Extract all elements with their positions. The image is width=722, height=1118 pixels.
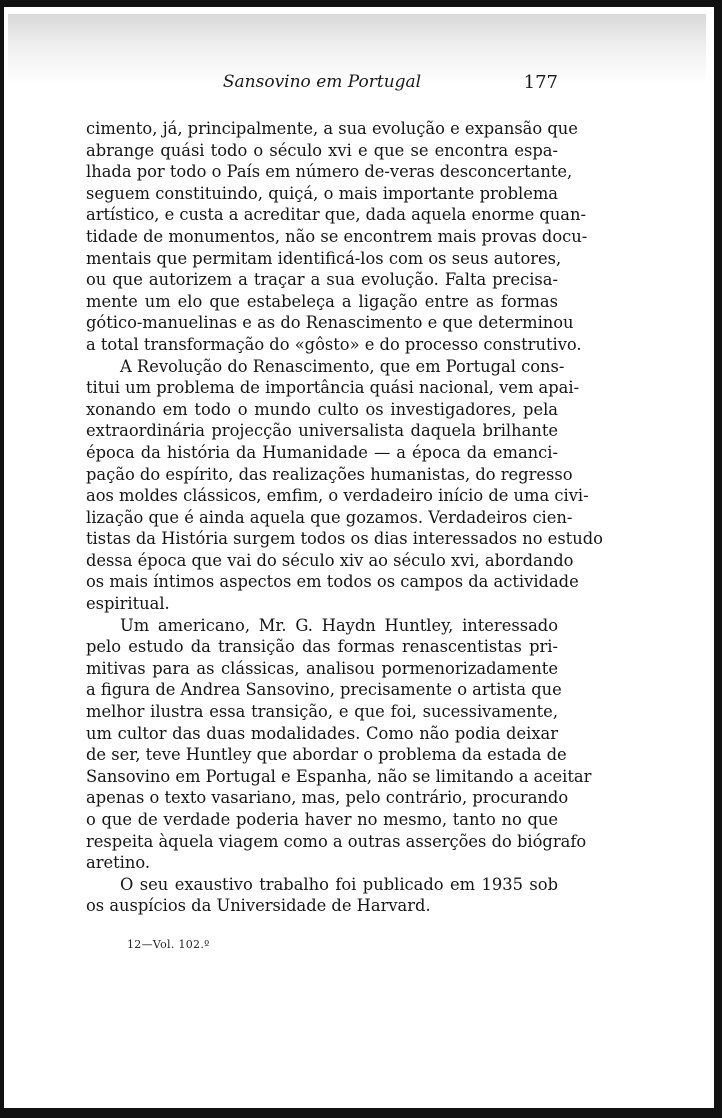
text-line: mentais que permitam identificá-los com os seus autores, <box>86 248 562 268</box>
text-line: época da história da Humanidade — a época da emanci- <box>86 442 558 462</box>
text-line: tistas da História surgem todos os dias interessados no estudo <box>86 529 603 549</box>
text-line: ou que autorizem a traçar a sua evolução. Falta precisa- <box>86 270 558 290</box>
text-line: um cultor das duas modalidades. Como não podia deixar <box>86 723 558 743</box>
text-line: aretino. <box>86 853 151 873</box>
text-line: a total transformação do «gôsto» e do processo construtivo. <box>86 334 582 354</box>
text-line: lização que é ainda aquela que gozamos. Verdadeiros cien- <box>86 507 573 527</box>
text-line: de ser, teve Huntley que abordar o problema da estada de <box>86 745 567 765</box>
text-line: Um americano, Mr. G. Haydn Huntley, interessado <box>120 615 558 635</box>
text-line: extraordinária projecção universalista daquela brilhante <box>86 421 558 441</box>
text-line: os mais íntimos aspectos em todos os campos da actividade <box>86 572 579 592</box>
text-line: cimento, já, principalmente, a sua evolução e expansão que <box>86 119 578 138</box>
text-line: pação do espírito, das realizações humanistas, do regresso <box>86 464 573 484</box>
text-line: pelo estudo da transição das formas renascentistas pri- <box>86 637 558 657</box>
text-line: apenas o texto vasariano, mas, pelo contrário, procurando <box>86 788 569 808</box>
text-line: xonando em todo o mundo culto os investigadores, pela <box>86 399 558 419</box>
text-line: artístico, e custa a acreditar que, dada aquela enorme quan- <box>86 205 586 225</box>
text-line: melhor ilustra essa transição, e que foi, sucessivamente, <box>86 702 558 722</box>
text-line: Sansovino em Portugal e Espanha, não se limitando a aceitar <box>86 766 592 786</box>
text-line: respeita àquela viagem como a outras asserções do biógrafo <box>86 831 587 851</box>
text-line: aos moldes clássicos, emfim, o verdadeiro início de uma civi- <box>86 486 589 506</box>
text-line: o que de verdade poderia haver no mesmo, tanto no que <box>86 810 558 829</box>
body-text <box>86 118 603 917</box>
running-title: Sansovino em Portugal <box>222 72 422 92</box>
text-line: lhada por todo o País em número de-veras desconcertante, <box>86 162 573 182</box>
text-line: os auspícios da Universidade de Harvard. <box>86 896 431 916</box>
signature-mark: 12—Vol. 102.º <box>127 938 210 951</box>
text-line: tidade de monumentos, não se encontrem mais provas docu- <box>86 226 588 246</box>
text-line: a figura de Andrea Sansovino, precisamente o artista que <box>86 680 562 700</box>
text-line: titui um problema de importância quási nacional, vem apai- <box>86 378 580 398</box>
page-number: 177 <box>523 72 558 93</box>
text-line: gótico-manuelinas e as do Renascimento e que determinou <box>86 313 574 333</box>
text-line: dessa época que vai do século xiv ao século xvi, abordando <box>86 550 574 570</box>
text-line: A Revolução do Renascimento, que em Portugal cons- <box>120 356 565 376</box>
text-line: seguem constituindo, quiçá, o mais importante problema <box>86 183 558 203</box>
text-line: mente um elo que estabeleça a ligação entre as formas <box>86 291 558 311</box>
text-line: O seu exaustivo trabalho foi publicado em 1935 sob <box>120 874 558 894</box>
text-line: mitivas para as clássicas, analisou pormenorizadamente <box>86 658 558 678</box>
text-line: abrange quási todo o século xvi e que se encontra espa- <box>86 140 558 160</box>
text-line: espiritual. <box>86 594 170 614</box>
page-header <box>86 72 558 98</box>
